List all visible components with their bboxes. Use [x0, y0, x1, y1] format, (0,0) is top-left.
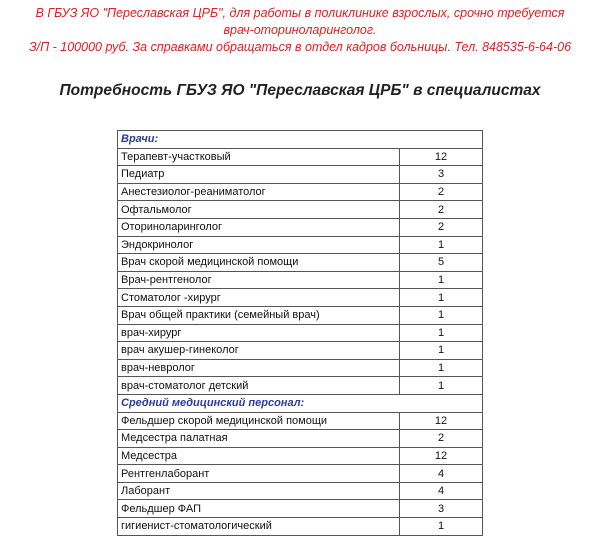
specialty-name: Лаборант: [118, 482, 400, 500]
notice-line: З/П - 100000 руб. За справками обращаться в отдел кадров больницы. Тел. 848535-6-64-06: [28, 40, 572, 54]
specialty-name: Врач общей практики (семейный врач): [118, 306, 400, 324]
specialty-name: Врач скорой медицинской помощи: [118, 254, 400, 272]
specialty-name: Рентгенлаборант: [118, 465, 400, 483]
vacancy-count: 12: [400, 412, 483, 430]
table-row: [118, 148, 483, 166]
specialty-name: Медсестра: [118, 447, 400, 465]
specialty-name: Терапевт-участковый: [118, 148, 400, 166]
specialty-name: врач-стоматолог детский: [118, 377, 400, 395]
table-row: [118, 412, 483, 430]
specialty-name: Медсестра палатная: [118, 430, 400, 448]
specialty-name: Офтальмолог: [118, 201, 400, 219]
table-row: [118, 201, 483, 219]
table-row: [118, 430, 483, 448]
specialty-name: врач-невролог: [118, 359, 400, 377]
section-title: Средний медицинский персонал:: [118, 394, 483, 412]
table-row: [118, 218, 483, 236]
vacancy-count: 2: [400, 201, 483, 219]
specialty-name: врач акушер-гинеколог: [118, 342, 400, 360]
vacancy-count: 5: [400, 254, 483, 272]
vacancy-count: 1: [400, 377, 483, 395]
vacancy-count: 1: [400, 271, 483, 289]
vacancy-count: 1: [400, 342, 483, 360]
page-title: Потребность ГБУЗ ЯО "Переславская ЦРБ" в специалистах: [59, 82, 541, 99]
table-row: [118, 254, 483, 272]
table-row: [118, 359, 483, 377]
table-row: [118, 236, 483, 254]
table-row: [118, 465, 483, 483]
specialty-name: Анестезиолог-реаниматолог: [118, 183, 400, 201]
vacancy-count: 3: [400, 166, 483, 184]
vacancy-count: 1: [400, 306, 483, 324]
vacancy-count: 1: [400, 236, 483, 254]
table-row: [118, 447, 483, 465]
vacancy-count: 3: [400, 500, 483, 518]
vacancy-count: 1: [400, 324, 483, 342]
specialty-name: Эндокринолог: [118, 236, 400, 254]
notice-line: врач-оториноларинголог.: [223, 23, 377, 37]
specialty-name: Оториноларинголог: [118, 218, 400, 236]
table-row: [118, 500, 483, 518]
vacancy-count: 12: [400, 148, 483, 166]
specialty-name: Стоматолог -хирург: [118, 289, 400, 307]
section-title: Врачи:: [118, 131, 483, 149]
vacancy-count: 1: [400, 518, 483, 536]
table-row: [118, 166, 483, 184]
vacancy-count: 4: [400, 482, 483, 500]
vacancy-count: 2: [400, 183, 483, 201]
table-row: [118, 289, 483, 307]
specialty-name: гигиенист-стоматологический: [118, 518, 400, 536]
table-row: [118, 342, 483, 360]
specialty-name: Фельдшер ФАП: [118, 500, 400, 518]
table-row: [118, 271, 483, 289]
vacancy-count: 1: [400, 289, 483, 307]
vacancy-count: 4: [400, 465, 483, 483]
table-row: [118, 183, 483, 201]
specialty-name: Педиатр: [118, 166, 400, 184]
specialists-table: [117, 130, 483, 536]
notice-line: В ГБУЗ ЯО "Переславская ЦРБ", для работы в поликлинике взрослых, срочно требуется: [35, 6, 565, 20]
specialty-name: Фельдшер скорой медицинской помощи: [118, 412, 400, 430]
table-row: [118, 482, 483, 500]
section-header: [118, 131, 483, 149]
section-header: [118, 394, 483, 412]
table-row: [118, 306, 483, 324]
vacancy-count: 1: [400, 359, 483, 377]
specialty-name: Врач-рентгенолог: [118, 271, 400, 289]
vacancy-notice: [0, 5, 600, 56]
vacancy-count: 2: [400, 218, 483, 236]
vacancy-count: 2: [400, 430, 483, 448]
specialty-name: врач-хирург: [118, 324, 400, 342]
table-row: [118, 377, 483, 395]
table-row: [118, 518, 483, 536]
vacancy-count: 12: [400, 447, 483, 465]
table-row: [118, 324, 483, 342]
